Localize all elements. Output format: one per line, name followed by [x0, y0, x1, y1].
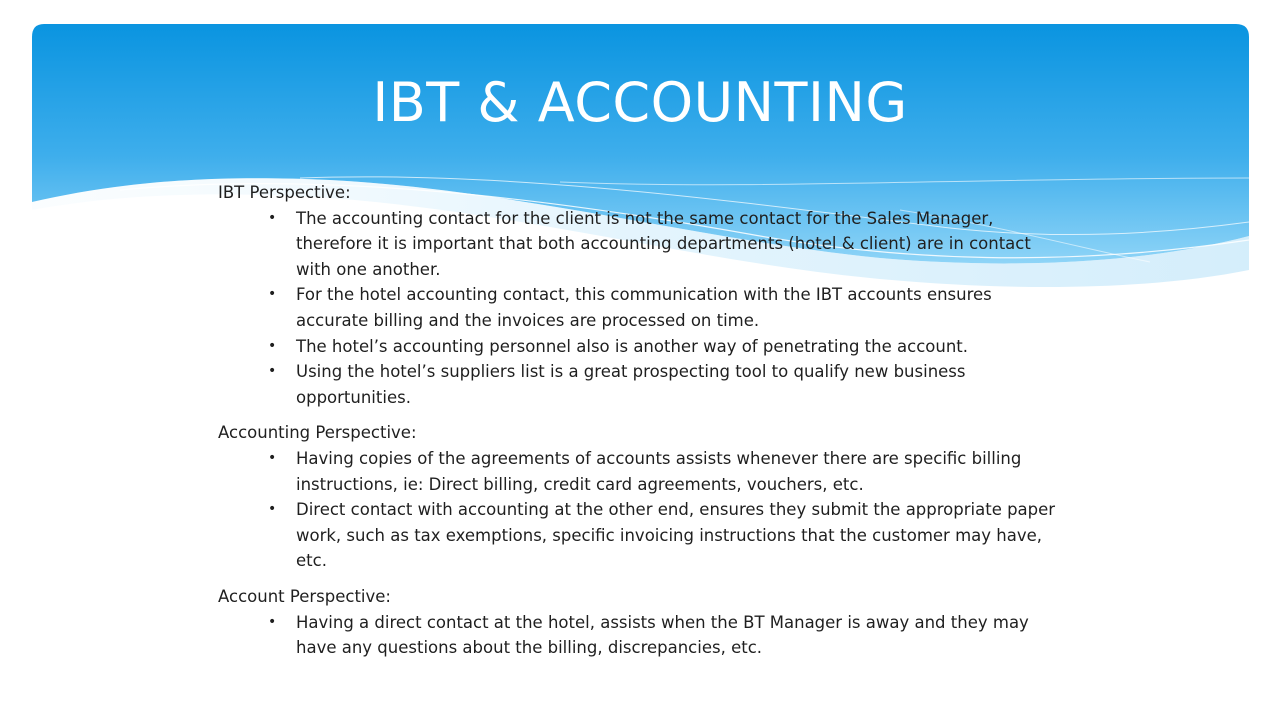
bullet-icon: •	[268, 501, 277, 518]
slide-content	[218, 180, 1068, 661]
bullet-icon: •	[268, 209, 277, 226]
bullet-item	[218, 359, 1068, 410]
bullet-text: Using the hotel’s suppliers list is a great prospecting tool to qualify new business opportunities.	[296, 362, 966, 407]
bullet-list	[218, 446, 1068, 574]
section-heading: IBT Perspective:	[218, 183, 351, 202]
section-heading: Account Perspective:	[218, 586, 391, 606]
bullet-text: Direct contact with accounting at the other end, ensures they submit the appropriate paper work, such as tax exemptions, specific invoicing instructions that the customer may have, etc.	[296, 500, 1056, 571]
bullet-text: For the hotel accounting contact, this communication with the IBT accounts ensures accurate billing and the invoices are processed on time.	[296, 285, 992, 330]
bullet-list	[218, 206, 1068, 411]
slide-title: IBT & ACCOUNTING	[372, 71, 908, 134]
bullet-icon: •	[268, 363, 277, 380]
section-heading: Accounting Perspective:	[218, 423, 417, 443]
bullet-item	[218, 446, 1068, 497]
bullet-text: The accounting contact for the client is not the same contact for the Sales Manager, therefore it is important that both accounting departments (hotel & client) are in contact with one another.	[296, 208, 1031, 279]
bullet-icon: •	[268, 449, 277, 466]
bullet-item	[218, 334, 1068, 360]
bullet-list	[218, 610, 1068, 661]
section-account-perspective	[218, 584, 1068, 661]
bullet-icon: •	[268, 613, 277, 630]
bullet-text: Having a direct contact at the hotel, assists when the BT Manager is away and they may have any questions about the billing, discrepancies, etc.	[296, 612, 1029, 658]
bullet-icon: •	[268, 337, 277, 354]
bullet-item	[218, 206, 1068, 283]
section-ibt-perspective	[218, 180, 1068, 410]
bullet-item	[218, 497, 1068, 574]
bullet-item	[218, 610, 1068, 661]
bullet-icon: •	[268, 286, 277, 303]
bullet-item	[218, 282, 1068, 333]
section-accounting-perspective	[218, 420, 1068, 574]
bullet-text: The hotel’s accounting personnel also is another way of penetrating the account.	[296, 336, 968, 356]
bullet-text: Having copies of the agreements of accounts assists whenever there are specific billing instructions, ie: Direct billing, credit card agreements, vouchers, etc.	[296, 448, 1022, 494]
